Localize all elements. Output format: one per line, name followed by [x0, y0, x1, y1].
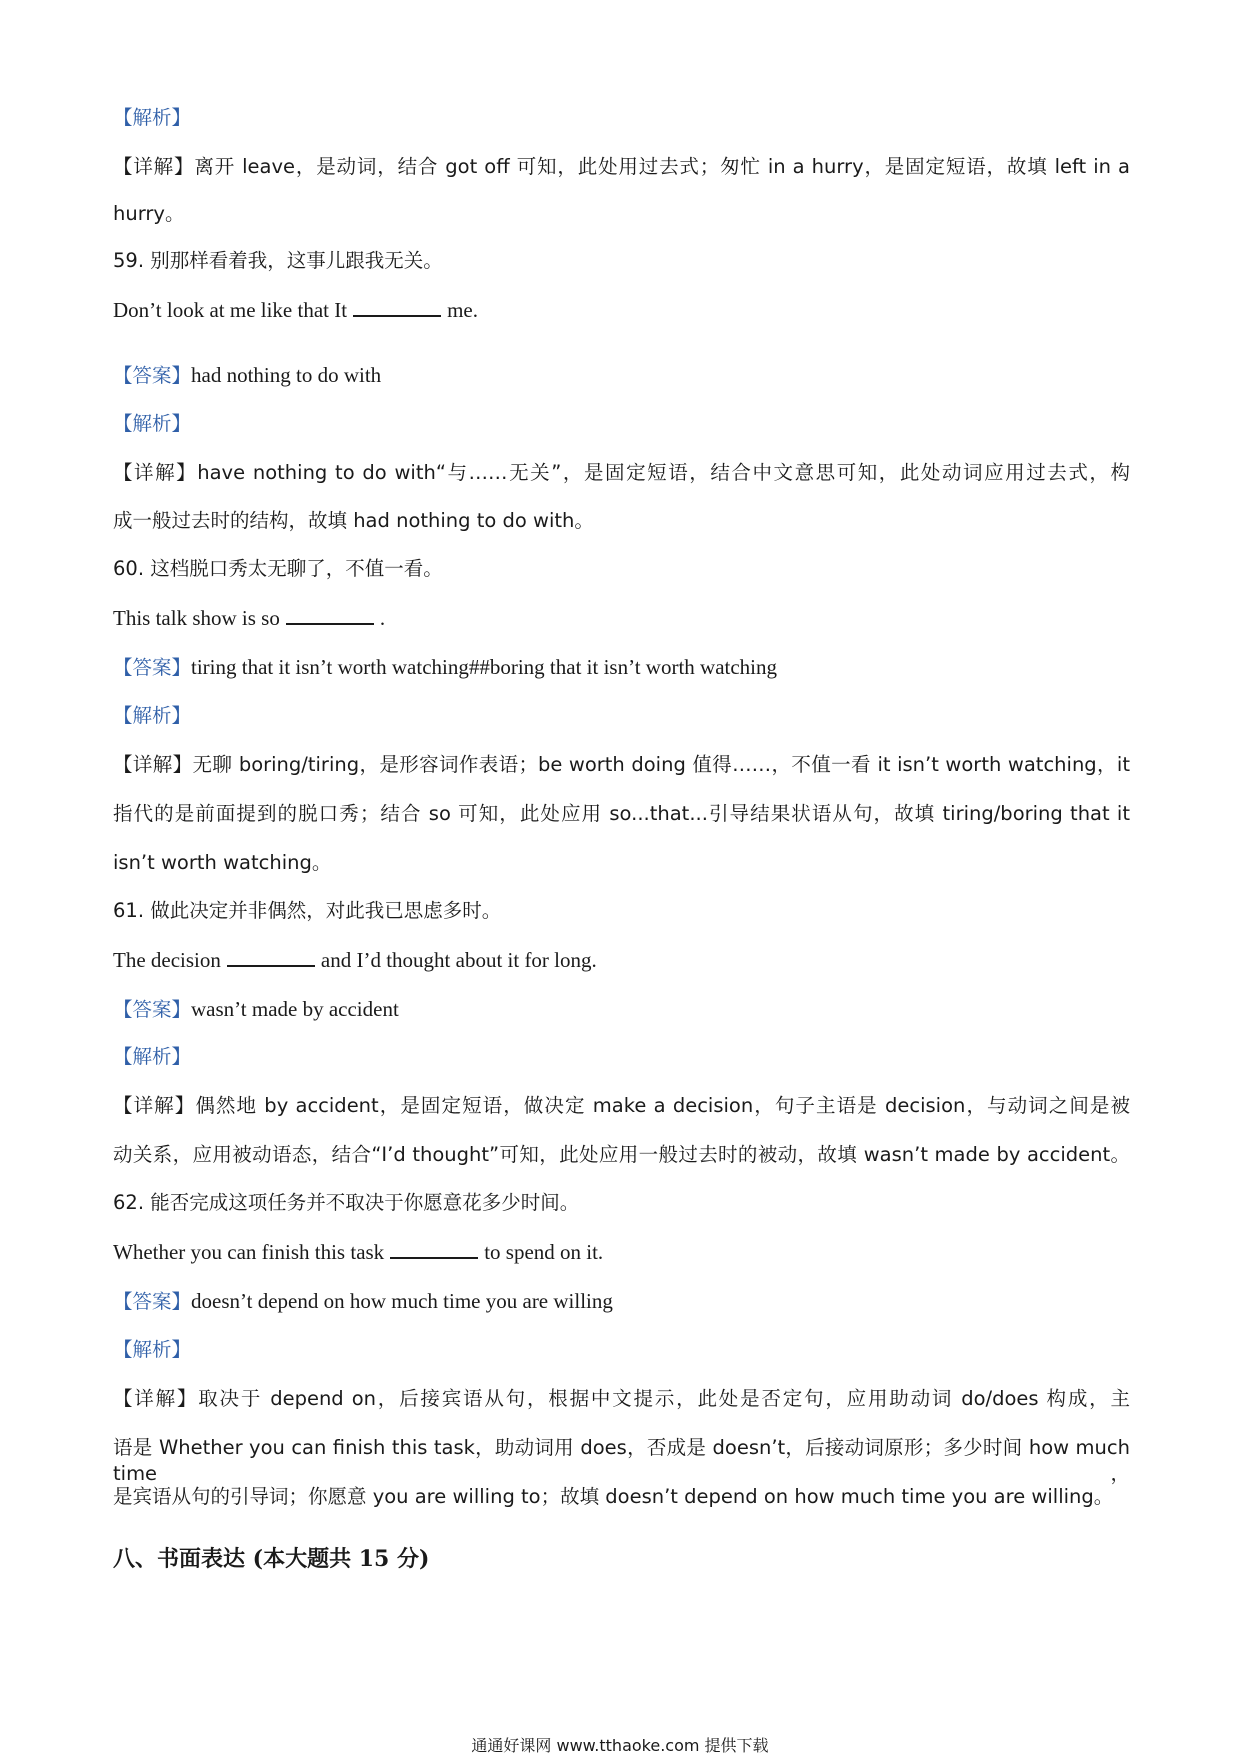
detail-tag: 【详解】 [113, 155, 195, 178]
q62-detail-line-3: 是宾语从句的引导词；你愿意 you are willing to；故填 doesn’t depend on how much time you are willing。 [113, 1485, 1114, 1508]
analysis-tag: 【解析】 [113, 106, 192, 129]
q60-chinese-prompt: 60. 这档脱口秀太无聊了，不值一看。 [113, 557, 443, 580]
q62-detail-line-2: 语是 Whether you can finish this task，助动词用 does，否成是 doesn’t，后接动词原形；多少时间 how much time， [113, 1436, 1130, 1485]
q60-blank [286, 605, 374, 625]
q61-blank [227, 947, 315, 967]
footer-credit: 通通好课网 www.tthaoke.com 提供下载 [471, 1736, 769, 1755]
q61-answer-line [113, 996, 399, 1023]
q61-detail-line-2: 动关系，应用被动语态，结合“I’d thought”可知，此处应用一般过去时的被动，故填 wasn’t made by accident。 [113, 1143, 1130, 1166]
q62-chinese-prompt: 62. 能否完成这项任务并不取决于你愿意花多少时间。 [113, 1191, 580, 1214]
answer-tag: 【答案】 [113, 998, 192, 1021]
q62-english-sentence [113, 1239, 603, 1265]
q59-detail-line-1 [113, 460, 1130, 486]
q60-detail-line-1 [113, 752, 1130, 778]
analysis-tag: 【解析】 [113, 704, 192, 727]
q61-en-before: The decision [113, 948, 221, 972]
q59-en-after: me. [447, 298, 478, 322]
q61-en-after: and I’d thought about it for long. [320, 948, 597, 972]
q61-detail-line-1 [113, 1093, 1130, 1119]
q62-en-after: to spend on it. [484, 1240, 604, 1264]
q60-en-before: This talk show is so [113, 606, 280, 630]
section-heading: 八、书面表达 (本大题共 15 分) [113, 1546, 430, 1572]
q60-detail-line-2: 指代的是前面提到的脱口秀；结合 so 可知，此处应用 so...that...引导结果状语从句，故填 tiring/boring that it [113, 802, 1130, 825]
q60-answer: tiring that it isn’t worth watching##boring that it isn’t worth watching [191, 655, 778, 679]
answer-tag: 【答案】 [113, 1290, 192, 1313]
detail-tag: 【详解】 [113, 461, 198, 484]
q61-english-sentence [113, 947, 597, 973]
q59-blank [353, 297, 441, 317]
q62-answer: doesn’t depend on how much time you are willing [191, 1289, 613, 1313]
q58-detail-line-2: hurry。 [113, 202, 185, 225]
q60-answer-line [113, 654, 777, 681]
q61-detail-text-1: 偶然地 by accident，是固定短语，做决定 make a decision，句子主语是 decision，与动词之间是被 [195, 1094, 1130, 1117]
q62-en-before: Whether you can finish this task [113, 1240, 385, 1264]
analysis-tag: 【解析】 [113, 1045, 192, 1068]
q62-detail-line-1 [113, 1386, 1130, 1412]
q62-answer-line [113, 1288, 613, 1315]
detail-tag: 【详解】 [113, 753, 193, 776]
q60-detail-line-3: isn’t worth watching。 [113, 851, 332, 874]
q62-blank [390, 1239, 478, 1259]
q62-detail-text-1: 取决于 depend on，后接宾语从句，根据中文提示，此处是否定句，应用助动词 do/does 构成，主 [198, 1387, 1130, 1410]
analysis-tag: 【解析】 [113, 412, 192, 435]
detail-tag: 【详解】 [113, 1094, 196, 1117]
q60-en-after: . [379, 606, 386, 630]
analysis-tag: 【解析】 [113, 1338, 192, 1361]
q59-chinese-prompt: 59. 别那样看着我，这事儿跟我无关。 [113, 249, 443, 272]
q61-chinese-prompt: 61. 做此决定并非偶然，对此我已思虑多时。 [113, 899, 502, 922]
detail-tag: 【详解】 [113, 1387, 199, 1410]
q59-detail-text-1: have nothing to do with“与……无关”，是固定短语，结合中文意思可知，此处动词应用过去式，构 [197, 461, 1130, 484]
q61-answer: wasn’t made by accident [191, 997, 399, 1021]
q58-detail-text-1: 离开 leave，是动词，结合 got off 可知，此处用过去式；匆忙 in a hurry，是固定短语，故填 left in a [194, 155, 1130, 178]
q60-detail-text-1: 无聊 boring/tiring，是形容词作表语；be worth doing 值得……，不值一看 it isn’t worth watching，it [192, 753, 1130, 776]
answer-tag: 【答案】 [113, 364, 192, 387]
q59-english-sentence [113, 297, 478, 323]
q60-english-sentence [113, 605, 385, 631]
q59-en-before: Don’t look at me like that It [113, 298, 348, 322]
q59-answer: had nothing to do with [191, 363, 382, 387]
q59-answer-line [113, 362, 381, 389]
answer-tag: 【答案】 [113, 656, 192, 679]
q58-detail-line-1 [113, 154, 1130, 180]
q59-detail-line-2: 成一般过去时的结构，故填 had nothing to do with。 [113, 509, 594, 532]
